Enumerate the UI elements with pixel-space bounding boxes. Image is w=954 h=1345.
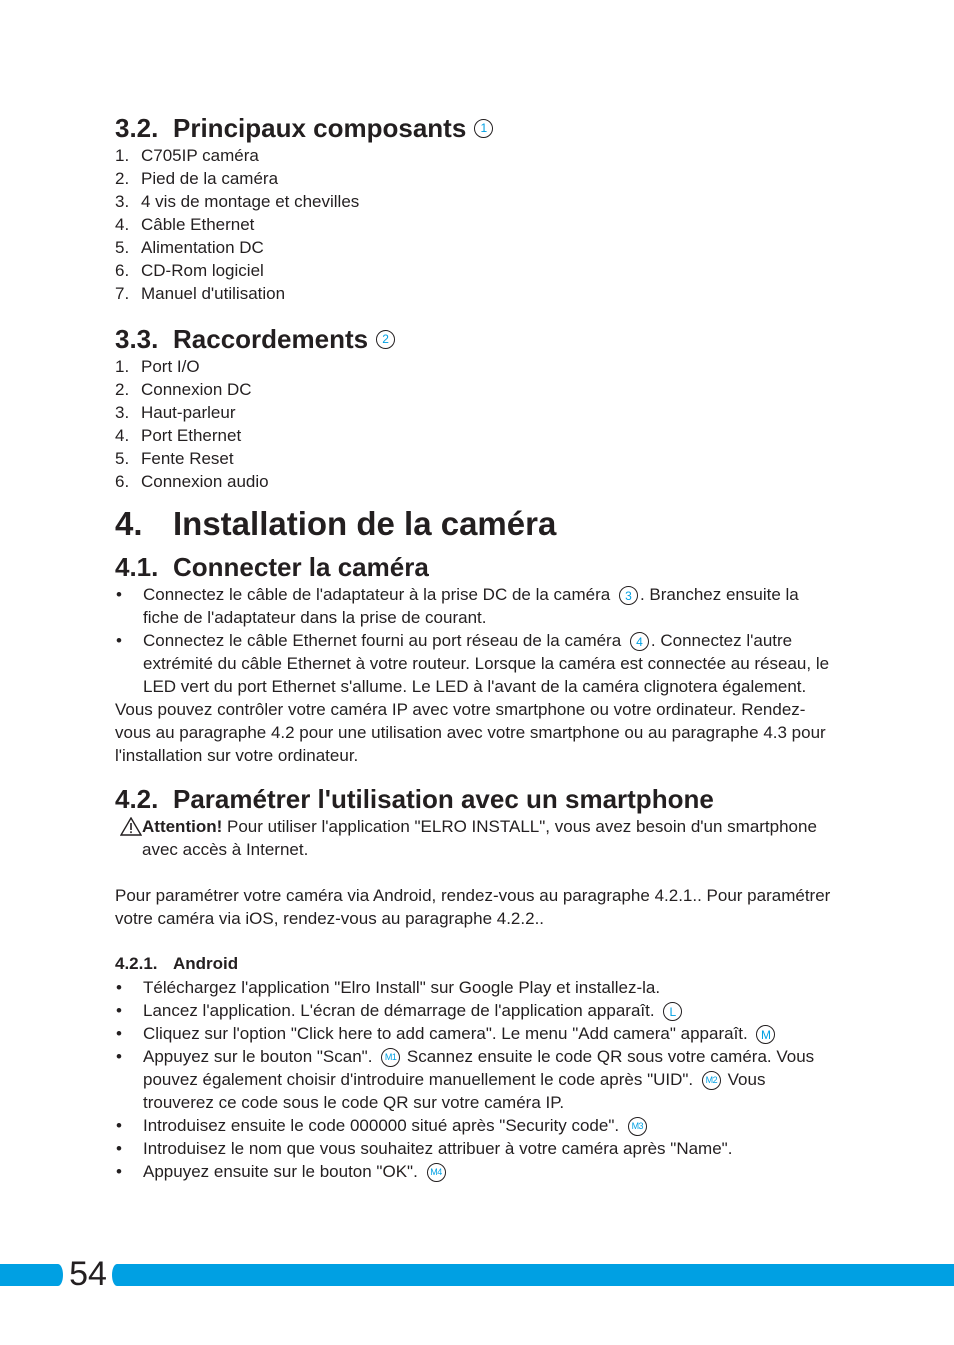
warning-note xyxy=(115,815,835,861)
list-item: • Appuyez sur le bouton "Scan". M1 Scannez ensuite le code QR sous votre caméra. Vous pouvez également choisir d'introduire manuellement le code après "UID". M2 Vous trouverez ce code sous le code QR sur votre caméra IP. xyxy=(116,1047,815,1112)
item-number: 4. xyxy=(115,426,130,445)
list-item xyxy=(115,447,835,470)
item-text: Téléchargez l'application "Elro Install" sur Google Play et installez-la. xyxy=(143,978,661,997)
chapter-number: 4. xyxy=(115,505,143,542)
list-item: • Lancez l'application. L'écran de démarrage de l'application apparaît. L xyxy=(115,999,835,1022)
item-text: Port Ethernet xyxy=(141,426,242,445)
page-content xyxy=(115,112,835,1183)
item-text: Pied de la caméra xyxy=(141,169,279,188)
list-item: • Cliquez sur l'option "Click here to add camera". Le menu "Add camera" apparaît. M xyxy=(115,1022,835,1045)
figure-ref-badge: 4 xyxy=(630,632,649,651)
list-item xyxy=(115,401,835,424)
figure-ref-badge: M xyxy=(756,1025,775,1044)
item-text: Appuyez ensuite sur le bouton "OK". xyxy=(143,1162,418,1181)
subsection-heading-4-2-1 xyxy=(115,952,835,976)
item-number: 7. xyxy=(115,284,130,303)
item-text: Vous trouverez ce code sous le code QR sur votre caméra IP. xyxy=(143,1070,766,1112)
item-text: Alimentation DC xyxy=(141,238,264,257)
list-item xyxy=(115,259,835,282)
item-text: Port I/O xyxy=(141,357,200,376)
list-item xyxy=(115,144,835,167)
list-item xyxy=(115,236,835,259)
section-title: Principaux composants xyxy=(173,113,467,143)
list-item xyxy=(115,378,835,401)
item-text: Manuel d'utilisation xyxy=(141,284,286,303)
item-text: Fente Reset xyxy=(141,449,234,468)
item-text: C705IP caméra xyxy=(141,146,259,165)
chapter-title: Installation de la caméra xyxy=(173,505,557,542)
item-text: Appuyez sur le bouton "Scan". xyxy=(143,1047,373,1066)
figure-ref-badge: 3 xyxy=(619,586,638,605)
item-number: 4. xyxy=(115,215,130,234)
warning-text: Pour utiliser l'application "ELRO INSTALL", vous avez besoin d'un smartphone avec accès à Internet. xyxy=(142,817,817,859)
section-heading-4-1 xyxy=(115,551,835,583)
section-title: Connecter la caméra xyxy=(173,552,429,582)
section-title: Paramétrer l'utilisation avec un smartphone xyxy=(173,784,714,814)
item-text: Connexion audio xyxy=(141,472,269,491)
list-item: • Introduisez le nom que vous souhaitez attribuer à votre caméra après "Name". xyxy=(115,1137,835,1160)
section-number: 3.2. xyxy=(115,113,159,143)
item-number: 6. xyxy=(115,472,130,491)
item-number: 3. xyxy=(115,403,130,422)
item-text: Lancez l'application. L'écran de démarrage de l'application apparaît. xyxy=(143,1001,655,1020)
item-number: 3. xyxy=(115,192,130,211)
section-title: Raccordements xyxy=(173,324,369,354)
item-text: Connectez le câble Ethernet fourni au port réseau de la caméra xyxy=(143,631,622,650)
connect-steps-list xyxy=(115,583,835,698)
android-steps-list xyxy=(115,976,835,1183)
warning-icon xyxy=(115,815,142,861)
paragraph: Pour paramétrer votre caméra via Android, rendez-vous au paragraphe 4.2.1.. Pour paramétrer votre caméra via iOS, rendez-vous au paragraphe 4.2.2.. xyxy=(115,886,831,928)
section-heading-3-2 xyxy=(115,112,835,144)
list-item xyxy=(115,213,835,236)
figure-ref-badge: 2 xyxy=(376,330,395,349)
item-text: Scannez ensuite le code QR sous votre caméra. Vous pouvez également choisir d'introduire manuellement le code après "UID". xyxy=(143,1047,815,1089)
subsection-title: Android xyxy=(173,954,239,973)
list-item: • Introduisez ensuite le code 000000 situé après "Security code". M3 xyxy=(115,1114,835,1137)
warning-label: Attention! xyxy=(142,817,223,836)
item-text: 4 vis de montage et chevilles xyxy=(141,192,360,211)
chapter-heading-4 xyxy=(115,503,835,545)
section-number: 3.3. xyxy=(115,324,159,354)
item-text: Cliquez sur l'option "Click here to add camera". Le menu "Add camera" apparaît. xyxy=(143,1024,748,1043)
list-item: • Téléchargez l'application "Elro Install" sur Google Play et installez-la. xyxy=(115,976,835,999)
subsection-number: 4.2.1. xyxy=(115,954,158,973)
section-heading-3-3 xyxy=(115,323,835,355)
figure-ref-badge: 1 xyxy=(474,119,493,138)
section-number: 4.2. xyxy=(115,784,159,814)
item-number: 6. xyxy=(115,261,130,280)
connections-list xyxy=(115,355,835,493)
section-number: 4.1. xyxy=(115,552,159,582)
item-number: 5. xyxy=(115,449,130,468)
item-text: Connexion DC xyxy=(141,380,252,399)
item-text: Introduisez le nom que vous souhaitez attribuer à votre caméra après "Name". xyxy=(143,1139,733,1158)
item-number: 5. xyxy=(115,238,130,257)
paragraph: Vous pouvez contrôler votre caméra IP avec votre smartphone ou votre ordinateur. Rendez-vous au paragraphe 4.2 pour une utilisation avec votre smartphone ou au paragraphe 4.3 pour l'installation sur votre ordinateur. xyxy=(115,700,826,765)
list-item xyxy=(115,167,835,190)
item-text: . Connectez l'autre extrémité du câble Ethernet à votre routeur. Lorsque la caméra est connectée au réseau, le LED vert du port Ethernet s'allume. Le LED à l'avant de la caméra clignotera également. xyxy=(143,631,830,696)
list-item xyxy=(115,190,835,213)
list-item: • Appuyez ensuite sur le bouton "OK". M4 xyxy=(115,1160,835,1183)
item-number: 2. xyxy=(115,380,130,399)
list-item xyxy=(115,424,835,447)
list-item xyxy=(115,470,835,493)
item-text: Introduisez ensuite le code 000000 situé après "Security code". xyxy=(143,1116,620,1135)
figure-ref-badge: M2 xyxy=(702,1071,721,1090)
footer-bar-right xyxy=(117,1264,954,1286)
item-number: 1. xyxy=(115,146,130,165)
footer-bar-left xyxy=(0,1264,58,1286)
figure-ref-badge: M1 xyxy=(381,1048,400,1067)
list-item: • Connectez le câble Ethernet fourni au port réseau de la caméra 4 . Connectez l'autre extrémité du câble Ethernet à votre routeur. Lorsque la caméra est connectée au réseau, le LED vert du port Ethernet s'allume. Le LED à l'avant de la caméra clignotera également. xyxy=(116,631,830,696)
item-text: Connectez le câble de l'adaptateur à la prise DC de la caméra xyxy=(143,585,611,604)
list-item xyxy=(115,355,835,378)
figure-ref-badge: M4 xyxy=(427,1163,446,1182)
list-item: • Connectez le câble de l'adaptateur à la prise DC de la caméra 3 . Branchez ensuite la fiche de l'adaptateur dans la prise de courant. xyxy=(116,585,799,627)
components-list xyxy=(115,144,835,305)
item-text: CD-Rom logiciel xyxy=(141,261,264,280)
figure-ref-badge: L xyxy=(663,1002,682,1021)
list-item xyxy=(115,282,835,305)
item-number: 1. xyxy=(115,357,130,376)
item-text: Haut-parleur xyxy=(141,403,236,422)
page-number: 54 xyxy=(69,1255,107,1293)
item-number: 2. xyxy=(115,169,130,188)
item-text: Câble Ethernet xyxy=(141,215,255,234)
figure-ref-badge: M3 xyxy=(628,1117,647,1136)
item-text: . Branchez ensuite la fiche de l'adaptateur dans la prise de courant. xyxy=(143,585,799,627)
section-heading-4-2 xyxy=(115,783,835,815)
